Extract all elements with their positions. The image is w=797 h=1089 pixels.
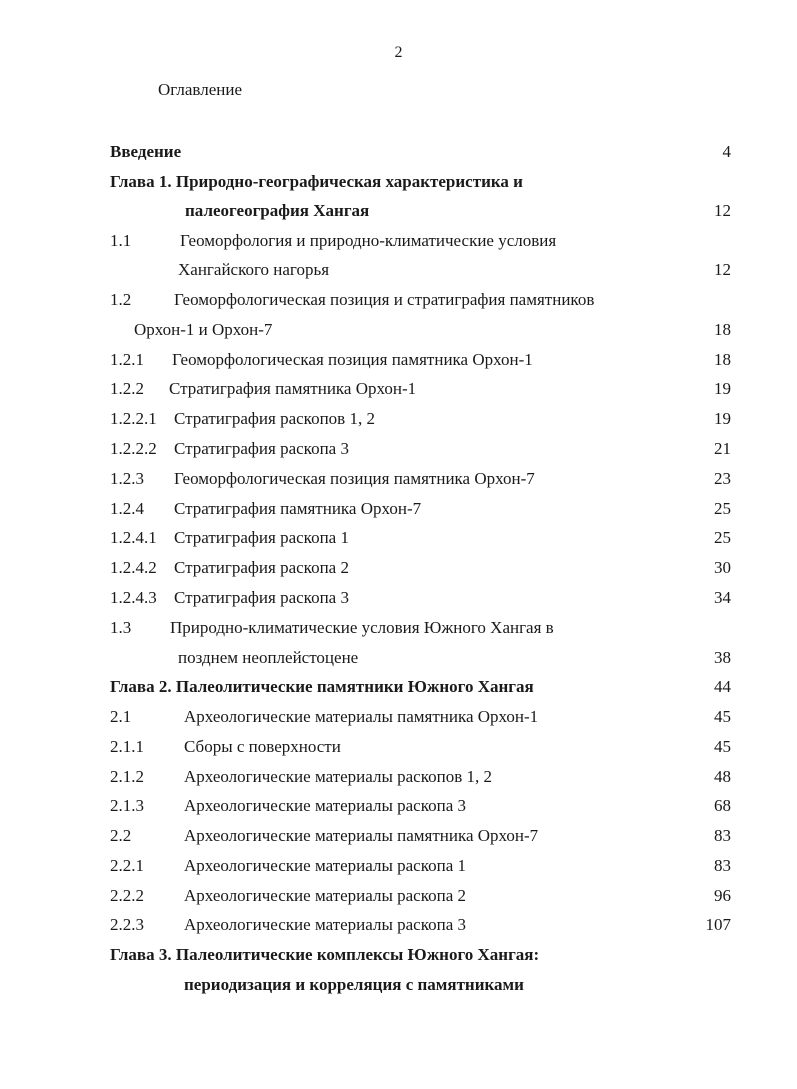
toc-chapter-2: Глава 2. Палеолитические памятники Южного Хангая bbox=[110, 677, 534, 696]
toc-section-number: 2.1.1 bbox=[110, 737, 144, 756]
toc-section-number: 2.1.3 bbox=[110, 796, 144, 815]
toc-section-title: Археологические материалы раскопа 3 bbox=[184, 915, 466, 934]
toc-page: 48 bbox=[714, 767, 731, 786]
toc-section-title: Геоморфологическая позиция памятника Орхон-7 bbox=[174, 469, 535, 488]
toc-section-number: 1.1 bbox=[110, 231, 132, 250]
page-number: 2 bbox=[394, 44, 403, 61]
toc-section-number: 2.1.2 bbox=[110, 767, 144, 786]
toc-page: 12 bbox=[714, 260, 731, 279]
toc-section-title: Археологические материалы памятника Орхон-7 bbox=[184, 826, 539, 845]
toc-section-number: 1.2.2.1 bbox=[110, 409, 157, 428]
toc-chapter-1-line2: палеогеография Хангая bbox=[185, 201, 370, 220]
toc-page: 4 bbox=[722, 142, 731, 161]
toc-section-number: 1.2.2.2 bbox=[110, 439, 157, 458]
toc-section-title: Стратиграфия раскопов 1, 2 bbox=[174, 409, 375, 428]
toc-page: 18 bbox=[714, 350, 731, 369]
toc-section-title: Археологические материалы раскопов 1, 2 bbox=[184, 767, 492, 786]
toc-section-title: Стратиграфия раскопа 1 bbox=[174, 528, 349, 547]
toc-page: 12 bbox=[714, 201, 731, 220]
toc-page: 23 bbox=[714, 469, 731, 488]
toc-section-number: 1.2.3 bbox=[110, 469, 144, 488]
toc-page: 19 bbox=[714, 409, 731, 428]
toc-section-1-3-line1: Природно-климатические условия Южного Хангая в bbox=[170, 618, 554, 637]
toc-section-number: 1.3 bbox=[110, 618, 132, 637]
toc-page: 45 bbox=[714, 737, 731, 756]
toc-page: 96 bbox=[714, 886, 731, 905]
toc-page: 83 bbox=[714, 856, 731, 875]
toc-section-number: 1.2.1 bbox=[110, 350, 144, 369]
toc-section-title: Археологические материалы памятника Орхон-1 bbox=[184, 707, 539, 726]
toc-title: Оглавление bbox=[158, 80, 242, 99]
toc-section-1-2-line1: Геоморфологическая позиция и стратиграфия памятников bbox=[174, 290, 595, 309]
toc-page: 44 bbox=[714, 677, 731, 696]
toc-page: 68 bbox=[714, 796, 731, 815]
toc-section-number: 2.2.3 bbox=[110, 915, 144, 934]
toc-section-title: Археологические материалы раскопа 2 bbox=[184, 886, 466, 905]
toc-entry-intro: Введение bbox=[110, 142, 182, 161]
toc-chapter-3-line1: Глава 3. Палеолитические комплексы Южного Хангая: bbox=[110, 945, 540, 964]
toc-section-number: 2.1 bbox=[110, 707, 132, 726]
toc-page: 21 bbox=[714, 439, 731, 458]
toc-section-1-1-line1: Геоморфология и природно-климатические условия bbox=[180, 231, 557, 250]
toc-page: 107 bbox=[705, 915, 731, 934]
toc-chapter-1-line1: Глава 1. Природно-географическая характеристика и bbox=[110, 172, 523, 191]
toc-section-title: Стратиграфия раскопа 3 bbox=[174, 439, 349, 458]
toc-section-1-3-line2: позднем неоплейстоцене bbox=[178, 648, 359, 667]
toc-section-title: Сборы с поверхности bbox=[184, 737, 341, 756]
toc-section-number: 2.2 bbox=[110, 826, 132, 845]
toc-section-title: Геоморфологическая позиция памятника Орхон-1 bbox=[172, 350, 533, 369]
toc-section-title: Археологические материалы раскопа 1 bbox=[184, 856, 466, 875]
toc-page: 25 bbox=[714, 528, 731, 547]
toc-section-title: Стратиграфия памятника Орхон-1 bbox=[169, 379, 417, 398]
toc-page: 45 bbox=[714, 707, 731, 726]
toc-section-number: 1.2 bbox=[110, 290, 132, 309]
toc-section-number: 2.2.1 bbox=[110, 856, 144, 875]
toc-section-1-2-line2: Орхон-1 и Орхон-7 bbox=[134, 320, 273, 339]
toc-section-title: Археологические материалы раскопа 3 bbox=[184, 796, 466, 815]
toc-section-number: 1.2.4 bbox=[110, 499, 144, 518]
toc-chapter-3-line2: периодизация и корреляция с памятниками bbox=[184, 975, 524, 994]
toc-page: 19 bbox=[714, 379, 731, 398]
toc-section-number: 2.2.2 bbox=[110, 886, 144, 905]
toc-section-title: Стратиграфия раскопа 3 bbox=[174, 588, 349, 607]
toc-page: 38 bbox=[714, 648, 731, 667]
toc-page: 25 bbox=[714, 499, 731, 518]
toc-section-title: Стратиграфия раскопа 2 bbox=[174, 558, 349, 577]
toc-page: 30 bbox=[714, 558, 731, 577]
toc-section-number: 1.2.4.3 bbox=[110, 588, 157, 607]
toc-page: 18 bbox=[714, 320, 731, 339]
toc-section-number: 1.2.4.2 bbox=[110, 558, 157, 577]
toc-section-number: 1.2.2 bbox=[110, 379, 144, 398]
toc-section-number: 1.2.4.1 bbox=[110, 528, 157, 547]
toc-section-1-1-line2: Хангайского нагорья bbox=[178, 260, 330, 279]
toc-page: 34 bbox=[714, 588, 731, 607]
toc-section-title: Стратиграфия памятника Орхон-7 bbox=[174, 499, 422, 518]
toc-page: 83 bbox=[714, 826, 731, 845]
